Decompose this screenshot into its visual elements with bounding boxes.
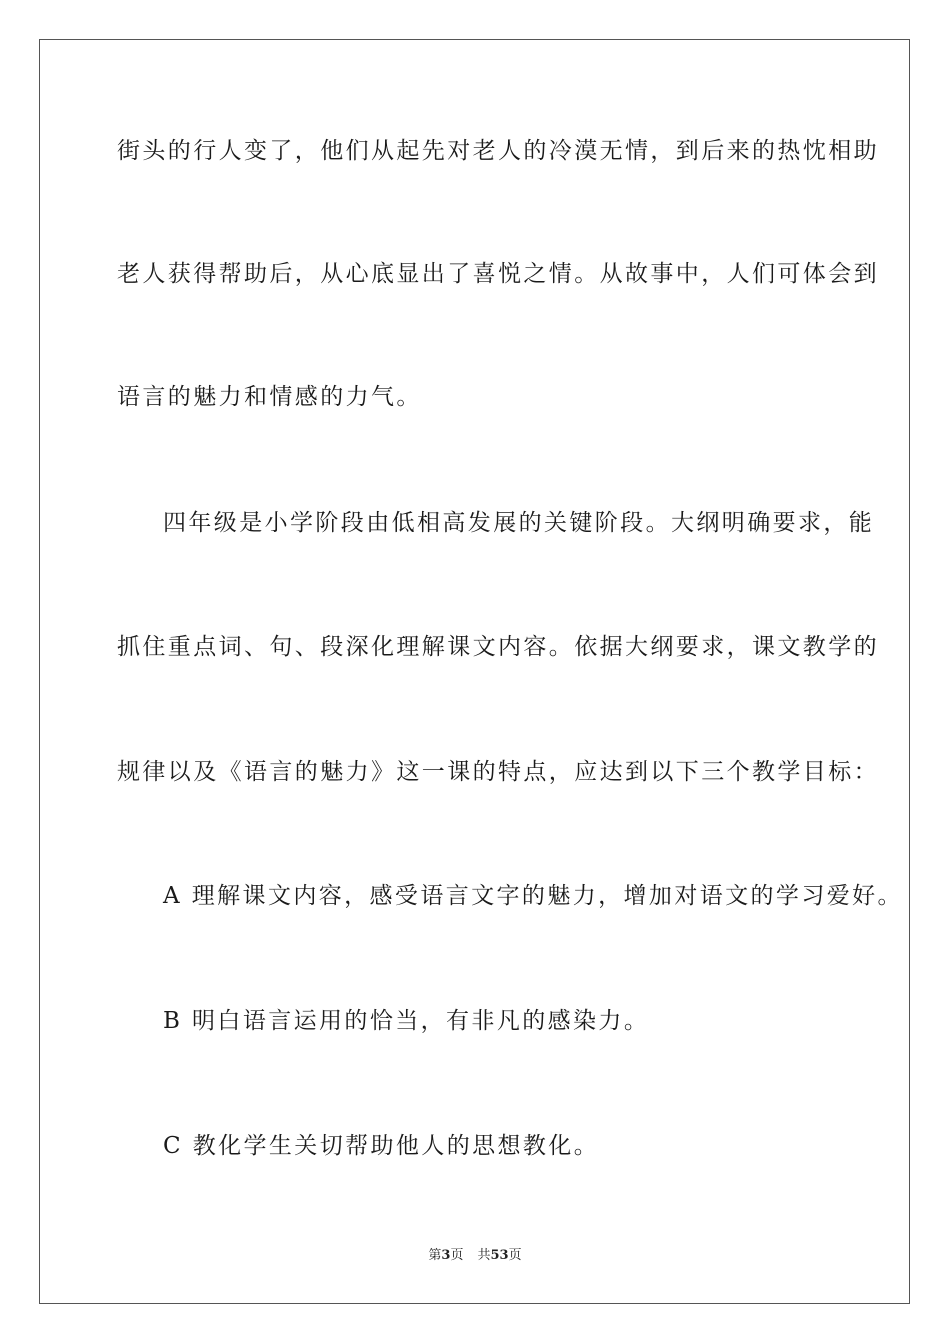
paragraph-1-line-2: 老人获得帮助后，从心底显出了喜悦之情。从故事中，人们可体会到	[117, 261, 879, 287]
total-suffix: 页	[508, 1248, 522, 1263]
paragraph-2-line-1: 四年级是小学阶段由低相高发展的关键阶段。大纲明确要求，能	[163, 510, 875, 536]
page-number: 3	[441, 1248, 451, 1263]
paragraph-2-line-3: 规律以及《语言的魅力》这一课的特点，应达到以下三个教学目标：	[117, 759, 879, 785]
total-prefix: 共	[477, 1248, 491, 1263]
goal-c: C 教化学生关切帮助他人的思想教化。	[163, 1133, 600, 1159]
goal-b: B 明白语言运用的恰当，有非凡的感染力。	[163, 1008, 650, 1034]
goal-a: A 理解课文内容，感受语言文字的魅力，增加对语文的学习爱好。	[163, 883, 903, 909]
total-pages: 53	[490, 1248, 509, 1263]
page-suffix: 页	[450, 1248, 464, 1263]
paragraph-2-line-2: 抓住重点词、句、段深化理解课文内容。依据大纲要求，课文教学的	[117, 634, 879, 660]
paragraph-1-line-1: 街头的行人变了，他们从起先对老人的冷漠无情，到后来的热忱相助	[117, 138, 879, 164]
page-footer	[0, 1247, 950, 1265]
page-prefix: 第	[428, 1248, 442, 1263]
page-border	[39, 39, 910, 1304]
paragraph-1-line-3: 语言的魅力和情感的力气。	[117, 384, 422, 410]
